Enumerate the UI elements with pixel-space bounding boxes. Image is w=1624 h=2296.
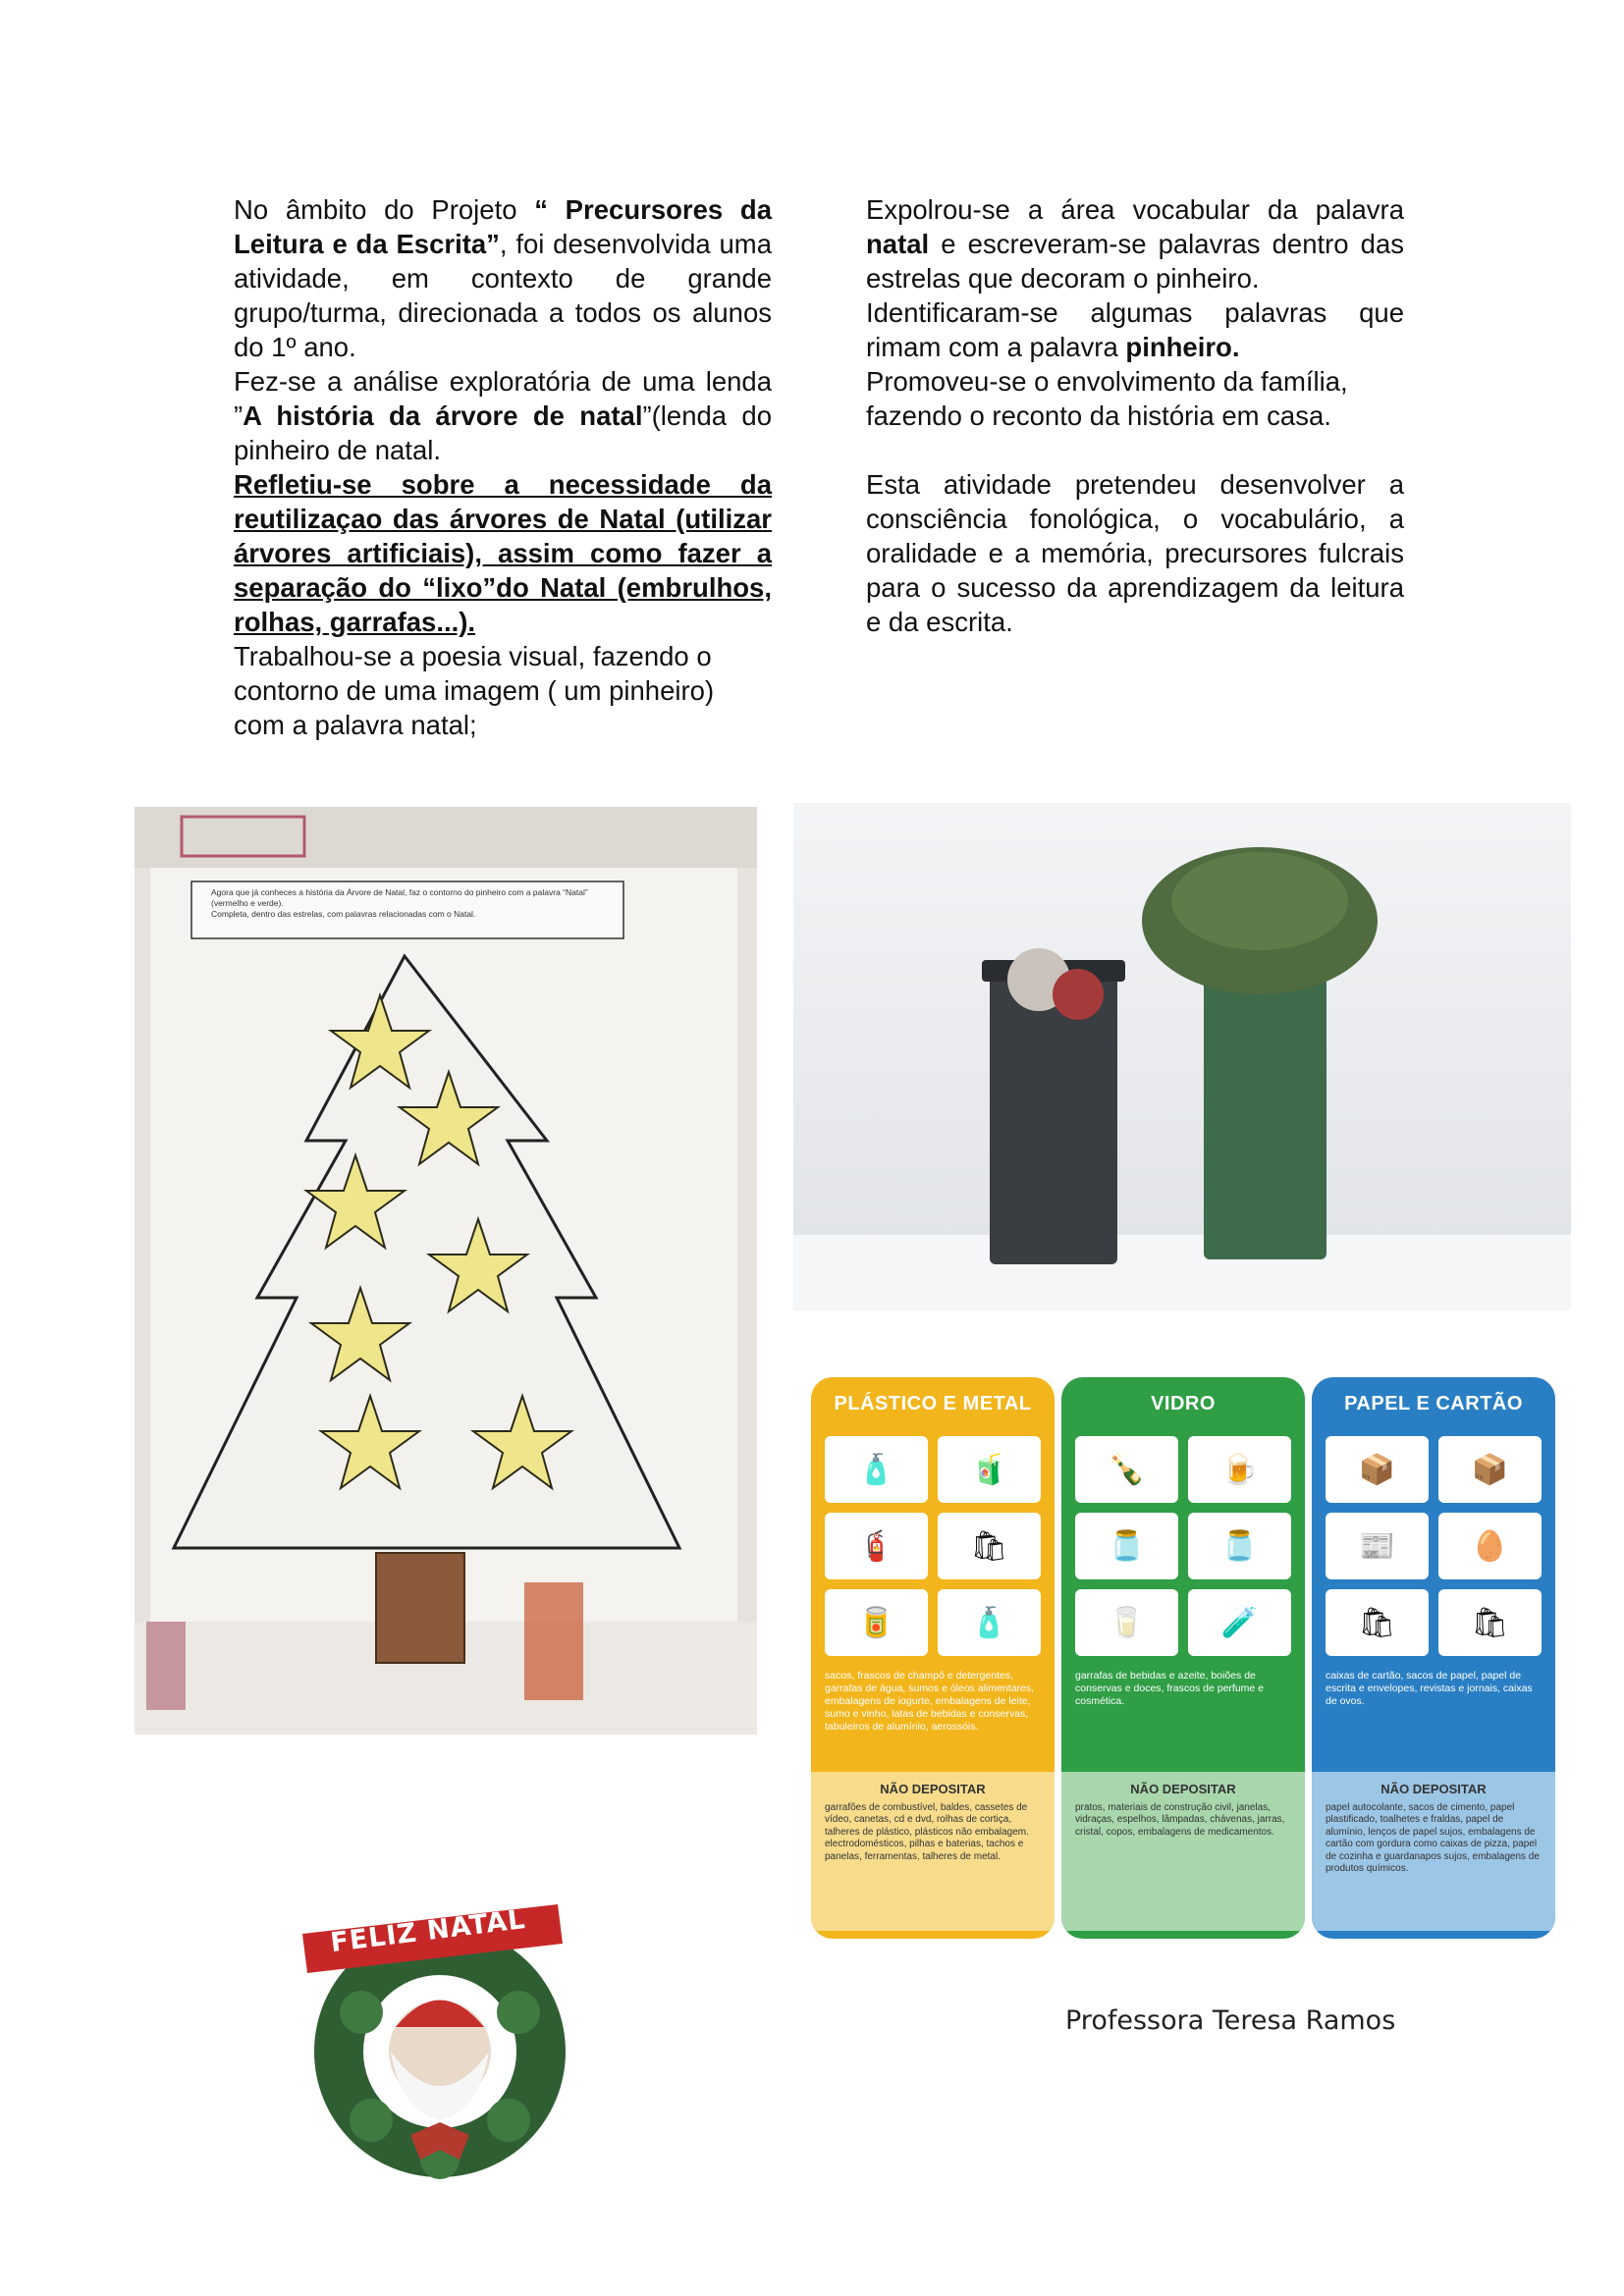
author-signature: Professora Teresa Ramos (1065, 2005, 1396, 2036)
recycling-poster (811, 1369, 1555, 1942)
paper-bag-icon: 🛍 (1326, 1589, 1429, 1656)
bin-no-deposit (1312, 1772, 1555, 1931)
bin-items (811, 1430, 1055, 1662)
rhyme-paragraph (866, 295, 1404, 364)
vocabulary-paragraph (866, 192, 1404, 295)
intro-paragraph (234, 192, 772, 364)
no-deposit-title: NÃO DEPOSITAR (1130, 1782, 1236, 1796)
bin-no-deposit (1061, 1772, 1305, 1931)
bin-paper (1312, 1377, 1555, 1939)
bin-glass (1061, 1377, 1305, 1939)
bins-snow-photo (793, 803, 1571, 1310)
bag-icon: 🛍 (938, 1513, 1041, 1579)
reflection-paragraph: Refletiu-se sobre a necessidade da reutilizaçao das árvores de Natal (utilizar árvores artificiais), assim como fazer a separação do “lixo”do Natal (embrulhos, rolhas, garrafas...). (234, 469, 772, 637)
carton-box-icon: 📦 (1438, 1436, 1542, 1503)
legend-text: Fez-se a análise exploratória de uma lenda ” (234, 366, 772, 431)
bin-description: garrafas de bebidas e azeite, boiões de conservas e doces, frascos de perfume e cosmética. (1075, 1670, 1265, 1707)
newspaper-icon: 📰 (1326, 1513, 1429, 1579)
intro-text-end: , foi desenvolvida uma atividade, em contexto de grande grupo/turma, direcionada a todos os alunos do 1º ano. (234, 229, 772, 362)
egg-box-icon: 🥚 (1438, 1513, 1542, 1579)
worksheet-tree-photo (135, 807, 757, 1735)
worksheet-line-1: Agora que já conheces a história da Árvore de Natal, faz o contorno do pinheiro com a palavra “Natal” (vermelho e verde). (211, 887, 588, 908)
box-icon: 📦 (1326, 1436, 1429, 1503)
no-deposit-title: NÃO DEPOSITAR (1380, 1782, 1487, 1796)
jug-icon: 🧴 (938, 1589, 1041, 1656)
perfume-icon: 🧪 (1188, 1589, 1291, 1656)
bin-title: PAPEL E CARTÃO (1344, 1393, 1523, 1415)
rhyme-text: Identificaram-se algumas palavras que rimam com a palavra (866, 297, 1404, 362)
carton-icon: 🧃 (938, 1436, 1041, 1503)
no-deposit-text: garrafões de combustível, baldes, cassetes de vídeo, canetas, cd e dvd, rolhas de cortiça, talheres de plástico, plásticos não embalagem. electrodomésticos, pilhas e baterias, tachos e panelas, ferramentas, talheres de metal. (825, 1801, 1029, 1862)
bin-items (1312, 1430, 1555, 1662)
vocab-text-end: e escreveram-se palavras dentro das estrelas que decoram o pinheiro. (866, 229, 1404, 294)
legend-paragraph (234, 364, 772, 467)
brown-bottles-icon: 🍺 (1188, 1436, 1291, 1503)
goal-paragraph: Esta atividade pretendeu desenvolver a consciência fonológica, o vocabulário, a oralidade e a memória, precursores fulcrais para o sucesso da aprendizagem da leitura e da escrita. (866, 469, 1404, 637)
right-text-column (866, 192, 1404, 639)
can-icon: 🥫 (825, 1589, 928, 1656)
no-deposit-title: NÃO DEPOSITAR (880, 1782, 986, 1796)
worksheet-instructions (211, 887, 614, 920)
bin-title: PLÁSTICO E METAL (834, 1393, 1032, 1415)
worksheet-line-2: Completa, dentro das estrelas, com palavras relacionadas com o Natal. (211, 909, 476, 919)
bottle-icon: 🧴 (825, 1436, 928, 1503)
bin-no-deposit (811, 1772, 1055, 1931)
bin-items (1061, 1430, 1305, 1662)
poetry-paragraph: Trabalhou-se a poesia visual, fazendo o contorno de uma imagem ( um pinheiro) com a palavra natal; (234, 641, 715, 740)
wreath-banner-text: FELIZ NATAL (328, 1903, 528, 1959)
bin-description: caixas de cartão, sacos de papel, papel de escrita e envelopes, revistas e jornais, caixas de ovos. (1326, 1670, 1533, 1707)
bin-description: sacos, frascos de champô e detergentes, garrafas de água, sumos e óleos alimentares, embalagens de iogurte, embalagens de leite, sumo e vinho, latas de bebidas e conservas, tabuleiros de alumínio, aerossóis. (825, 1670, 1035, 1733)
intro-text: No âmbito do Projeto (234, 194, 535, 225)
spray-can-icon: 🧯 (825, 1513, 928, 1579)
left-text-column (234, 192, 772, 742)
brown-bag-icon: 🛍 (1438, 1589, 1542, 1656)
vocab-text: Expolrou-se a área vocabular da palavra (866, 194, 1404, 225)
christmas-wreath-image (293, 1865, 587, 2204)
rhyme-word: pinheiro. (1125, 332, 1240, 362)
bin-title: VIDRO (1151, 1393, 1216, 1415)
green-bottles-icon: 🍾 (1075, 1436, 1178, 1503)
bin-plastic-metal (811, 1377, 1055, 1939)
family-paragraph: Promoveu-se o envolvimento da família, fazendo o reconto da história em casa. (866, 366, 1348, 431)
legend-title: A história da árvore de natal (243, 400, 643, 431)
vocab-word: natal (866, 229, 930, 259)
no-deposit-text: pratos, materiais de construção civil, janelas, vidraças, espelhos, lâmpadas, chávenas, jarras, cristal, copos, embalagens de medicamentos. (1075, 1801, 1285, 1838)
project-name: “ Precursores da Leitura e da Escrita” (234, 194, 772, 259)
no-deposit-text: papel autocolante, sacos de cimento, papel plastificado, toalhetes e fraldas, papel de alumínio, lenços de papel sujos, embalagens de cartão com gordura como caixas de pizza, papel de cozinha e guardanapos sujos, embalagens de produtos químicos. (1326, 1801, 1540, 1874)
legend-text-end: ”(lenda do pinheiro de natal. (234, 400, 772, 465)
glass-jar-icon: 🥛 (1075, 1589, 1178, 1656)
jar-icon: 🫙 (1075, 1513, 1178, 1579)
jar-lid-icon: 🫙 (1188, 1513, 1291, 1579)
